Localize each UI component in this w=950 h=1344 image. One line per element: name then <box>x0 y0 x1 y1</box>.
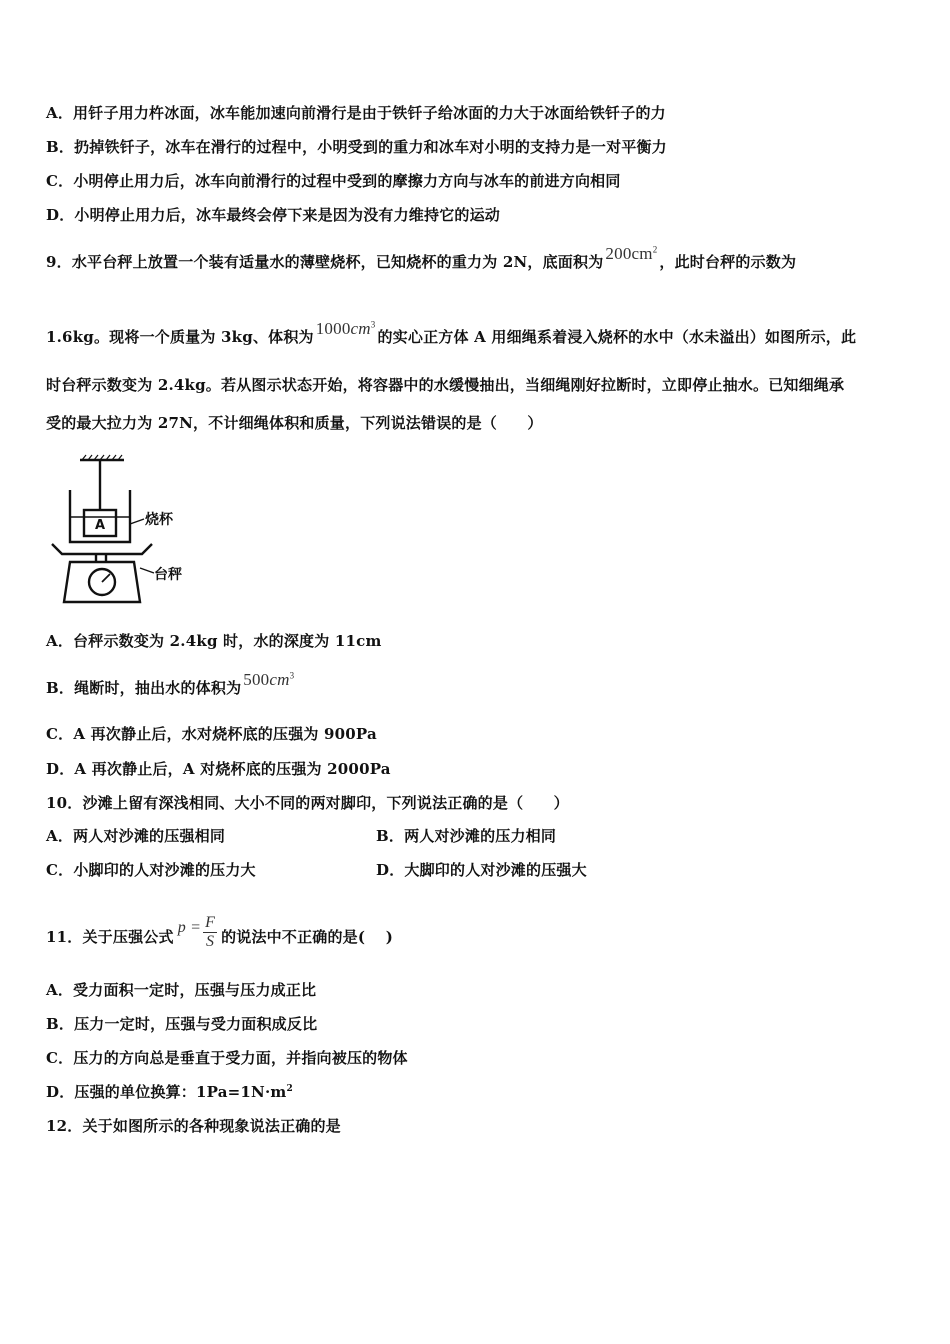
q10-stem: 10．沙滩上留有深浅相同、大小不同的两对脚印，下列说法正确的是（ ） <box>46 794 569 812</box>
q9-stem-line1: 9．水平台秤上放置一个装有适量水的薄壁烧杯，已知烧杯的重力为 2N，底面积为 $200cm^2$，此时台秤的示数为 <box>46 244 797 271</box>
scale-tray <box>52 544 152 554</box>
pressure-formula: p = $\frac{F}{S}$ <box>177 914 216 950</box>
q12-stem: 12．关于如图所示的各种现象说法正确的是 <box>46 1117 341 1135</box>
q9-option-b: B．绳断时，抽出水的体积为 $500cm^3$ <box>46 670 295 697</box>
q10-option-c: C．小脚印的人对沙滩的压力大 <box>46 861 256 879</box>
q10-option-a: A．两人对沙滩的压强相同 <box>46 827 226 845</box>
q8-option-b: B．扔掉铁钎子，冰车在滑行的过程中，小明受到的重力和冰车对小明的支持力是一对平衡力 <box>46 138 667 156</box>
q11-option-a: A．受力面积一定时，压强与压力成正比 <box>46 981 317 999</box>
dial-needle <box>102 574 110 582</box>
q9-option-d: D．A 再次静止后，A 对烧杯底的压强为 2000Pa <box>46 760 391 778</box>
q9-stem-line3: 时台秤示数变为 2.4kg。若从图示状态开始，将容器中的水缓慢抽出，当细绳刚好拉断时，立即停止抽水。已知细绳承 <box>46 376 845 394</box>
q9-option-a: A．台秤示数变为 2.4kg 时，水的深度为 11cm <box>46 632 382 650</box>
volume-value: $1000cm^3$ <box>315 319 376 338</box>
q10-option-b: B．两人对沙滩的压力相同 <box>376 827 557 845</box>
block-label: A <box>95 518 106 533</box>
q9-stem-line4: 受的最大拉力为 27N，不计细绳体积和质量，下列说法错误的是（ ） <box>46 414 543 432</box>
scale-label: 台秤 <box>154 567 182 583</box>
q11-option-d: D．压强的单位换算：$1Pa=1N\cdot m^2$ <box>46 1083 293 1101</box>
q8-option-c: C．小明停止用力后，冰车向前滑行的过程中受到的摩擦力方向与冰车的前进方向相同 <box>46 172 621 190</box>
q10-options-row1 <box>46 827 557 845</box>
q9-option-c: C．A 再次静止后，水对烧杯底的压强为 900Pa <box>46 725 377 743</box>
q11-stem: 11．关于压强公式p = $\frac{F}{S}$ 的说法中不正确的是( ) <box>46 914 394 950</box>
extracted-volume: $500cm^3$ <box>243 670 295 689</box>
q8-option-a: A．用钎子用力杵冰面，冰车能加速向前滑行是由于铁钎子给冰面的力大于冰面给铁钎子的力 <box>46 104 666 122</box>
area-value: $200cm^2$ <box>605 244 658 263</box>
q8-option-d: D．小明停止用力后，冰车最终会停下来是因为没有力维持它的运动 <box>46 206 501 224</box>
q9-stem-line2: 1.6kg。现将一个质量为 3kg、体积为 $1000cm^3$的实心正方体 A 用细绳系着浸入烧杯的水中（水未溢出）如图所示，此 <box>46 319 857 346</box>
q10-option-d: D．大脚印的人对沙滩的压强大 <box>376 861 587 879</box>
beaker-scale-figure <box>44 452 204 608</box>
q10-options-row2 <box>46 861 587 879</box>
beaker-label: 烧杯 <box>145 512 173 528</box>
q11-option-c: C．压力的方向总是垂直于受力面，并指向被压的物体 <box>46 1049 408 1067</box>
q11-option-b: B．压力一定时，压强与受力面积成反比 <box>46 1015 318 1033</box>
